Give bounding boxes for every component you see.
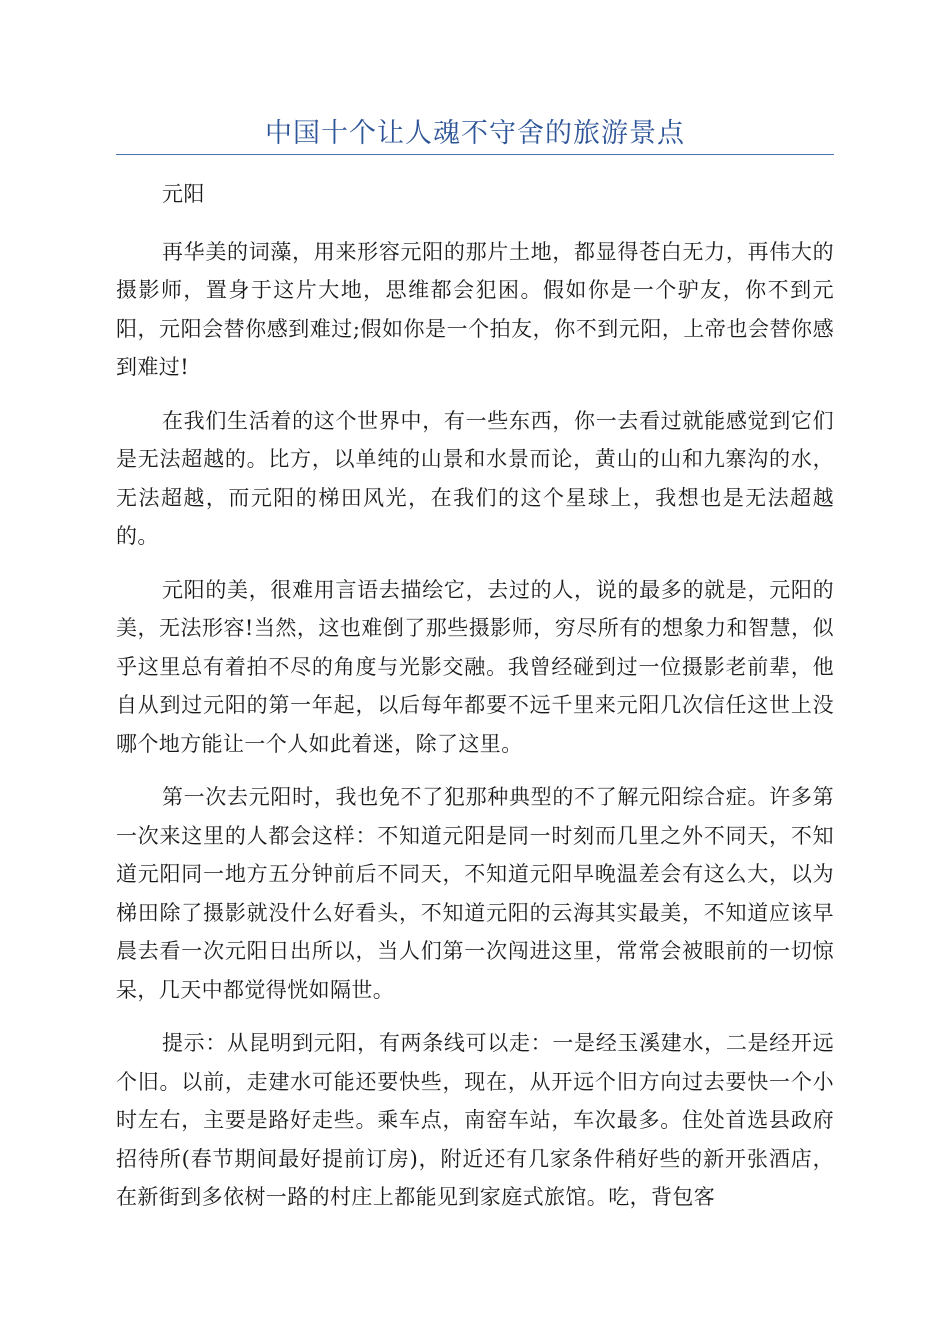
paragraph-3: 元阳的美，很难用言语去描绘它，去过的人，说的最多的就是，元阳的美，无法形容!当然，这也难倒了那些摄影师，穷尽所有的想象力和智慧，似乎这里总有着拍不尽的角度与光影交融。我曾经碰到过一位摄影老前辈，他自从到过元阳的第一年起，以后每年都要不远千里来元阳几次信任这世上没哪个地方能让一个人如此着迷，除了这里。	[116, 577, 834, 756]
paragraph-2: 在我们生活着的这个世界中，有一些东西，你一去看过就能感觉到它们是无法超越的。比方，以单纯的山景和水景而论，黄山的山和九寨沟的水，无法超越，而元阳的梯田风光，在我们的这个星球上，我想也是无法超越的。	[116, 408, 834, 548]
title-underline	[116, 154, 834, 155]
document-body	[116, 175, 834, 1232]
section-heading: 元阳	[162, 182, 205, 206]
document-title: 中国十个让人魂不守舍的旅游景点	[265, 118, 685, 149]
paragraph-4: 第一次去元阳时，我也免不了犯那种典型的不了解元阳综合症。许多第一次来这里的人都会这样：不知道元阳是同一时刻而几里之外不同天，不知道元阳同一地方五分钟前后不同天，不知道元阳早晚温差会有这么大，以为梯田除了摄影就没什么好看头，不知道元阳的云海其实最美，不知道应该早晨去看一次元阳日出所以，当人们第一次闯进这里，常常会被眼前的一切惊呆，几天中都觉得恍如隔世。	[116, 785, 834, 1002]
paragraph-1: 再华美的词藻，用来形容元阳的那片土地，都显得苍白无力，再伟大的摄影师，置身于这片大地，思维都会犯困。假如你是一个驴友，你不到元阳，元阳会替你感到难过;假如你是一个拍友，你不到元阳，上帝也会替你感到难过!	[116, 239, 834, 379]
paragraph-5: 提示：从昆明到元阳，有两条线可以走：一是经玉溪建水，二是经开远个旧。以前，走建水可能还要快些，现在，从开远个旧方向过去要快一个小时左右，主要是路好走些。乘车点，南窑车站，车次最多。住处首选县政府招待所(春节期间最好提前订房)，附近还有几家条件稍好些的新开张酒店，在新街到多依树一路的村庄上都能见到家庭式旅馆。吃，背包客	[116, 1031, 834, 1209]
